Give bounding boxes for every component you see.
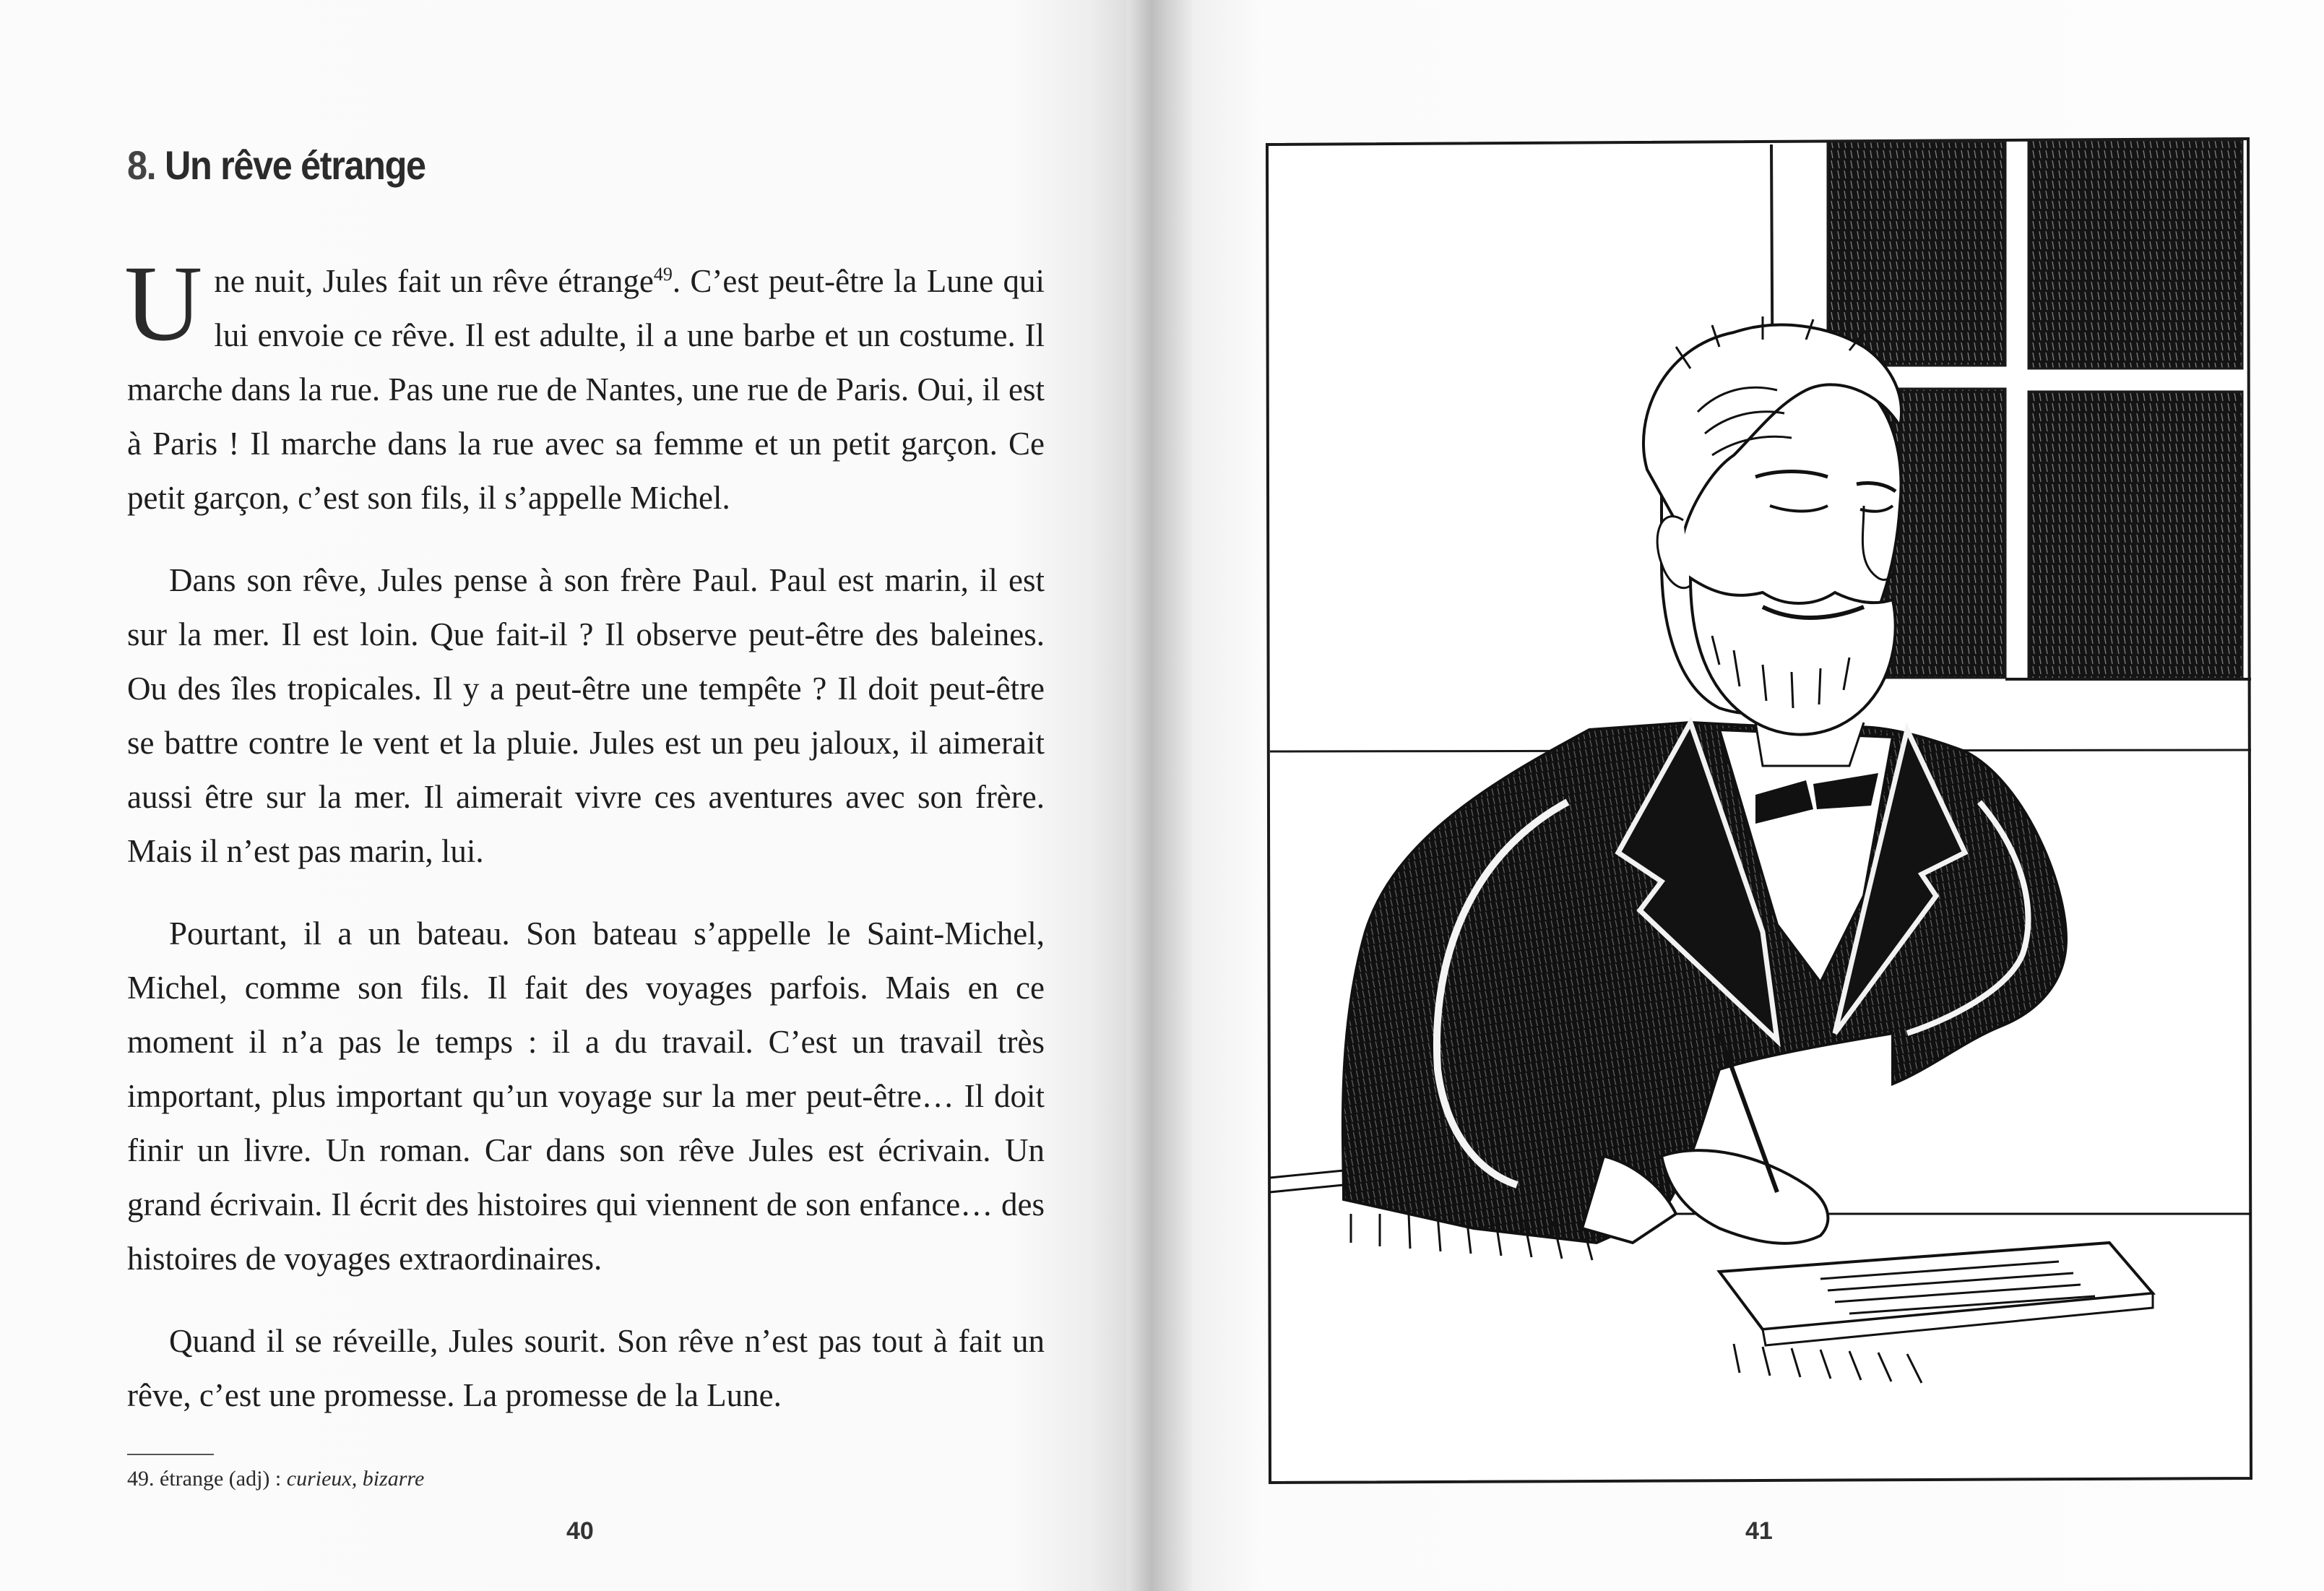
drop-cap: U <box>124 243 203 363</box>
paragraph-2: Dans son rêve, Jules pense à son frère Paul. Paul est marin, il est sur la mer. Il est loin. Que fait-il ? Il observe peut-être des baleines. Ou des îles tropicales. Il y a peut-être une tempête ? Il doit peut-être se battre contre le vent et la pluie. Jules est un peu jaloux, il aimerait aussi être sur la mer. Il aimerait vivre ces aventures avec son frère. Mais il n’est pas marin, lui. <box>127 562 1045 869</box>
footnote-reference: 49 <box>653 264 673 285</box>
page-number-left: 40 <box>566 1517 594 1545</box>
paragraph-1 <box>124 243 1045 525</box>
footnote-definition: curieux, bizarre <box>286 1467 425 1491</box>
paragraph-1-text-continued: . C’est peut-être la Lune qui lui envoie ce rêve. Il est adulte, il a une barbe et un costume. Il marche dans la rue. Pas une rue de Nantes, une rue de Paris. Oui, il est à Paris ! Il marche dans la rue avec sa femme et un petit garçon. Ce petit garçon, c’est son fils, il s’appelle Michel. <box>127 263 1045 516</box>
body-text <box>124 243 1045 1451</box>
footnote <box>127 1467 424 1491</box>
book-gutter <box>1127 0 1192 1591</box>
left-page <box>0 0 1149 1591</box>
paragraph-3: Pourtant, il a un bateau. Son bateau s’appelle le Saint-Michel, Michel, comme son fils. Il fait des voyages parfois. Mais en ce moment il n’a pas le temps : il a du travail. C’est un travail très important, plus important qu’un voyage sur la mer peut-être… Il doit finir un livre. Un roman. Car dans son rêve Jules est écrivain. Un grand écrivain. Il écrit des histoires qui viennent de son enfance… des histoires de voyages extraordinaires. <box>127 915 1045 1277</box>
chapter-heading <box>127 142 426 189</box>
illustration-writer-at-desk <box>1257 130 2254 1488</box>
paragraph-4: Quand il se réveille, Jules sourit. Son rêve n’est pas tout à fait un rêve, c’est une promesse. La promesse de la Lune. <box>127 1323 1045 1413</box>
paragraph-1-text: ne nuit, Jules fait un rêve étrange <box>214 263 654 299</box>
chapter-title: Un rêve étrange <box>164 142 426 188</box>
footnote-term: 49. étrange (adj) : <box>127 1467 287 1491</box>
footnote-rule <box>127 1454 214 1455</box>
chapter-number: 8. <box>127 142 156 188</box>
page-number-right: 41 <box>1745 1517 1773 1545</box>
